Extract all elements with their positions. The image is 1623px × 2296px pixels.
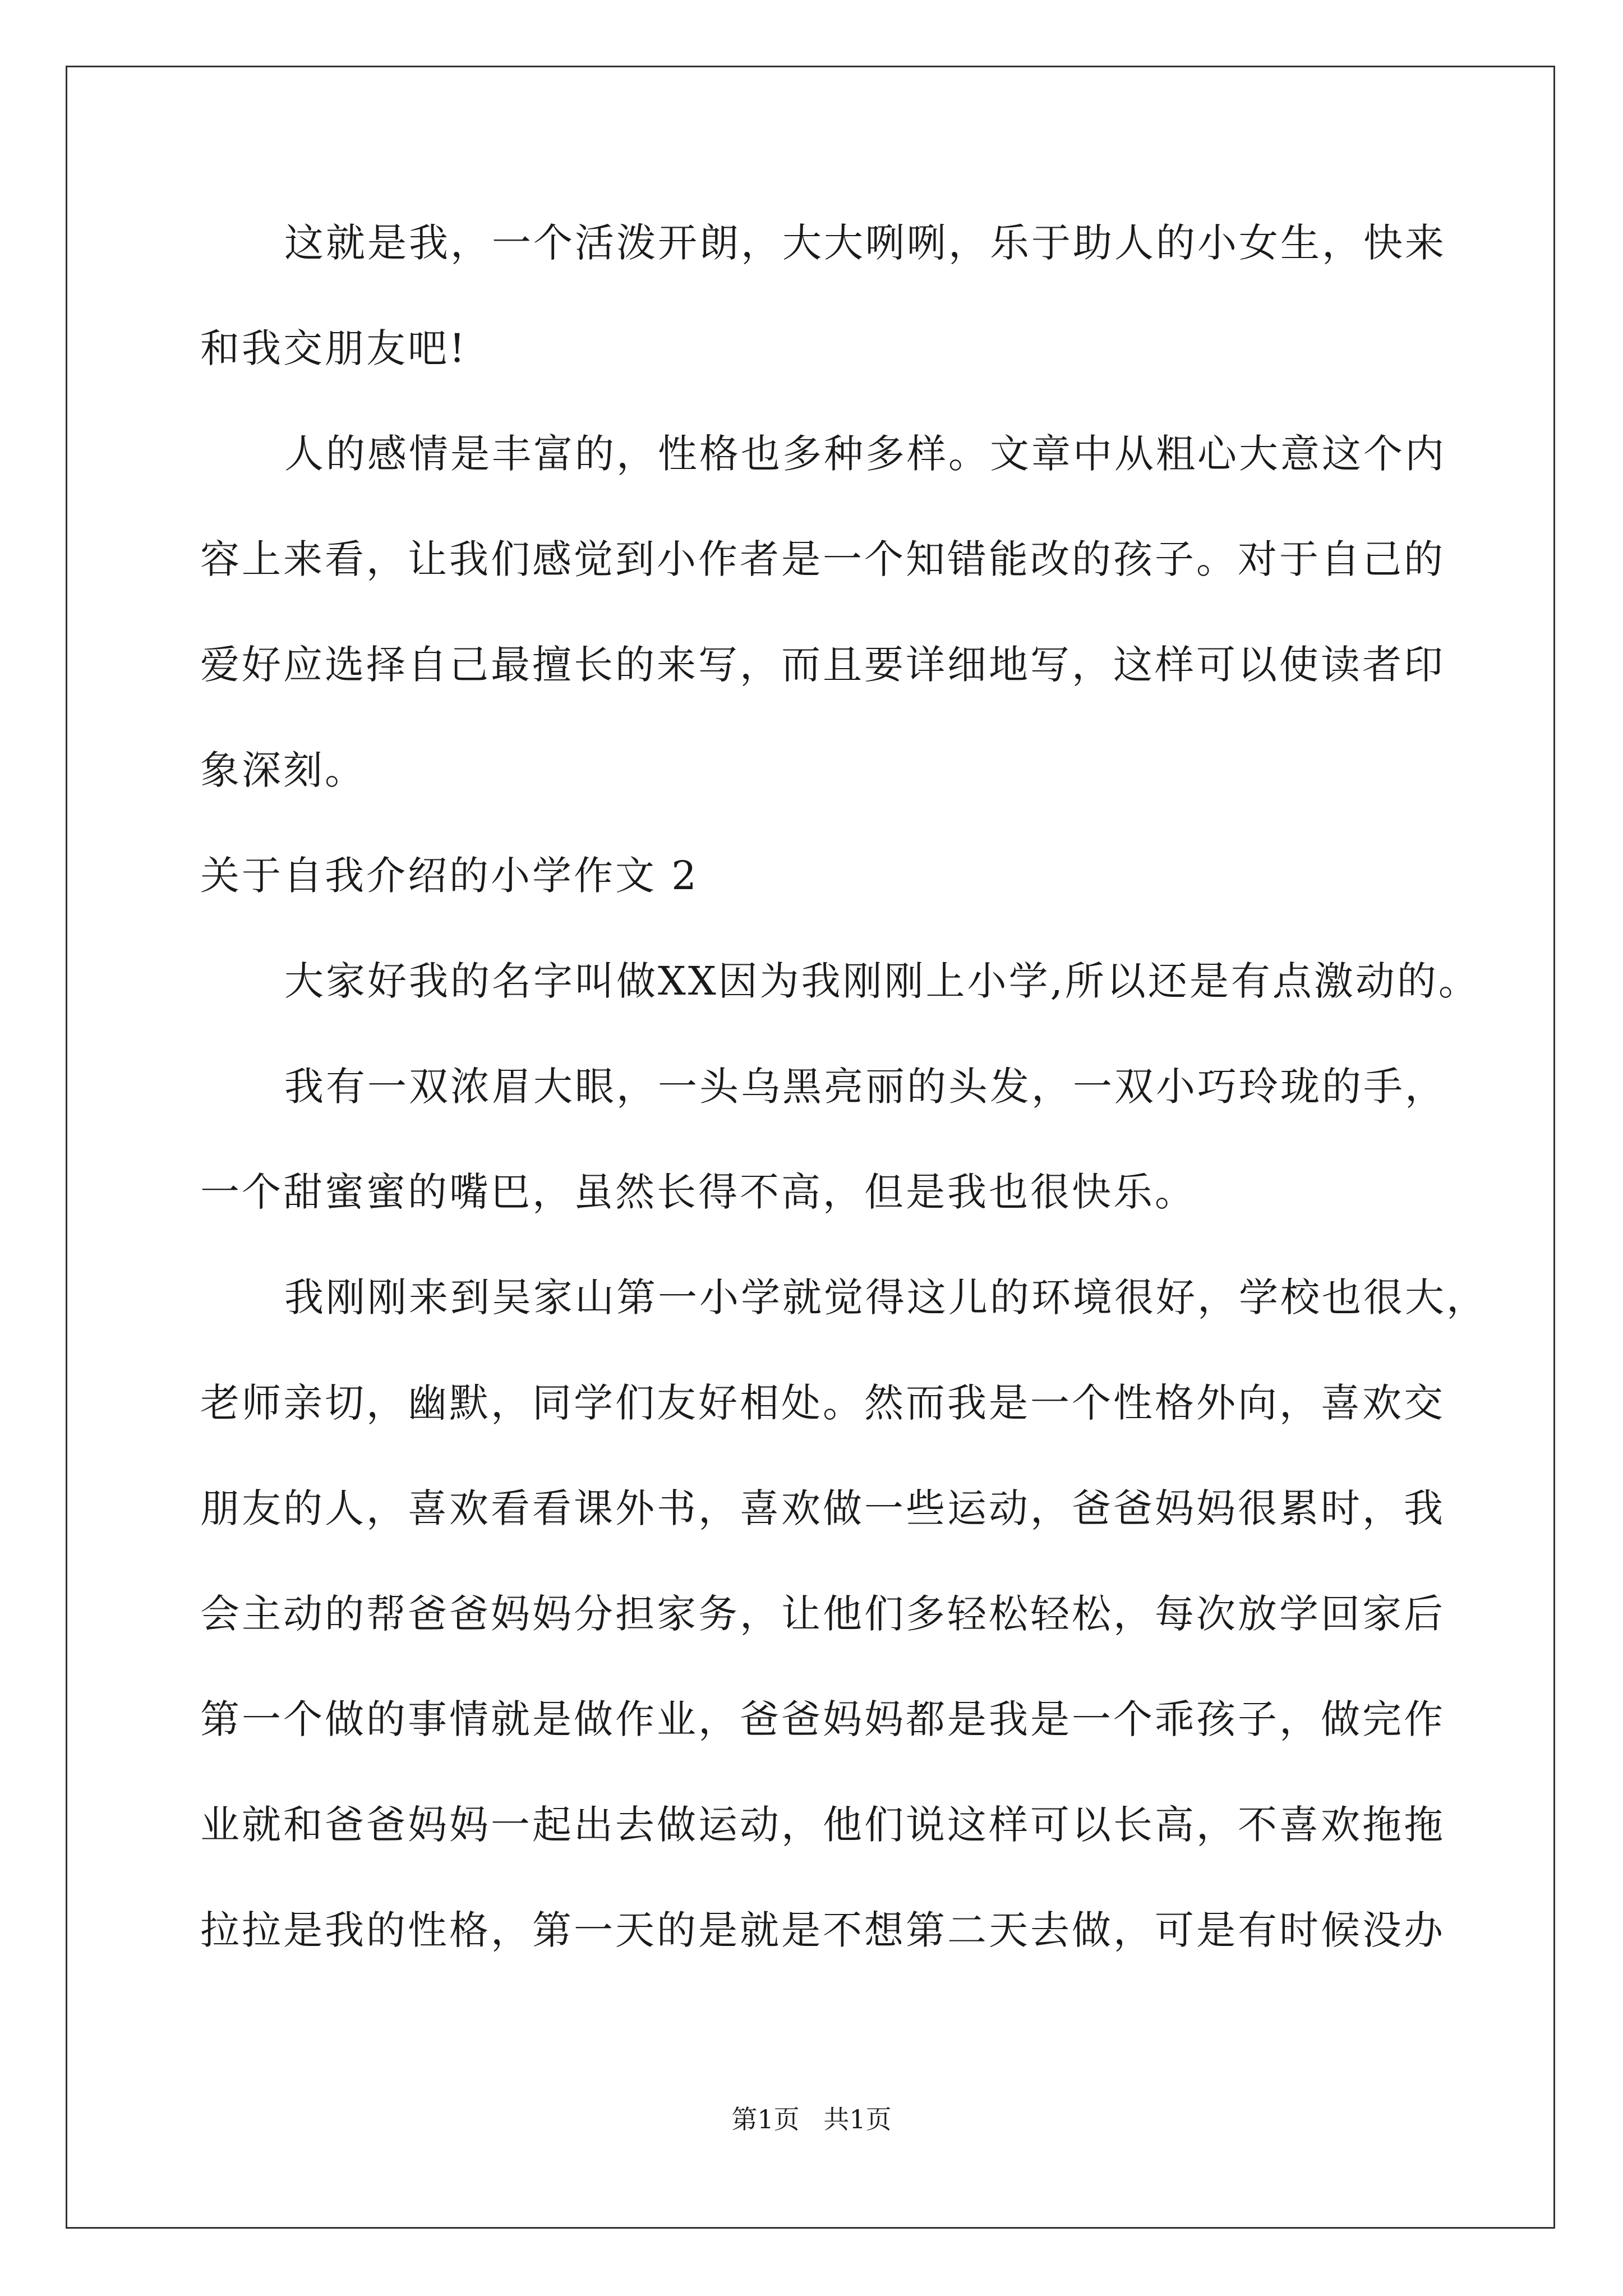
paragraph-line: 人的感情是丰富的，性格也多种多样。文章中从粗心大意这个内 — [284, 431, 1446, 477]
paragraph-line: 会主动的帮爸爸妈妈分担家务，让他们多轻松轻松，每次放学回家后 — [200, 1591, 1445, 1637]
paragraph-line: 朋友的人，喜欢看看课外书，喜欢做一些运动，爸爸妈妈很累时，我 — [200, 1485, 1445, 1531]
page-number: 第1页 — [731, 2104, 800, 2134]
paragraph-line: 拉拉是我的性格，第一天的是就是不想第二天去做，可是有时候没办 — [200, 1907, 1445, 1953]
paragraph-line: 一个甜蜜蜜的嘴巴，虽然长得不高，但是我也很快乐。 — [200, 1169, 1196, 1215]
document-body — [200, 218, 1488, 2010]
paragraph-line: 容上来看，让我们感觉到小作者是一个知错能改的孩子。对于自己的 — [200, 536, 1445, 582]
paragraph-line: 和我交朋友吧! — [200, 325, 468, 371]
paragraph-line: 业就和爸爸妈妈一起出去做运动，他们说这样可以长高，不喜欢拖拖 — [200, 1802, 1445, 1848]
section-heading: 关于自我介绍的小学作文 2 — [200, 853, 699, 899]
page-footer — [0, 2102, 1623, 2136]
paragraph-line: 这就是我，一个活泼开朗，大大咧咧，乐于助人的小女生，快来 — [284, 220, 1446, 266]
paragraph-line: 爱好应选择自己最擅长的来写，而且要详细地写，这样可以使读者印 — [200, 642, 1445, 688]
paragraph-line: 老师亲切，幽默，同学们友好相处。然而我是一个性格外向，喜欢交 — [200, 1380, 1445, 1426]
paragraph-line: 第一个做的事情就是做作业，爸爸妈妈都是我是一个乖孩子，做完作 — [200, 1696, 1445, 1742]
paragraph-line: 大家好我的名字叫做XX因为我刚刚上小学,所以还是有点激动的。 — [284, 958, 1480, 1004]
paragraph-line: 我刚刚来到吴家山第一小学就觉得这儿的环境很好，学校也很大， — [284, 1274, 1488, 1320]
page-total: 共1页 — [823, 2104, 892, 2134]
paragraph-line: 象深刻。 — [200, 747, 366, 793]
paragraph-line: 我有一双浓眉大眼，一头乌黑亮丽的头发，一双小巧玲珑的手， — [284, 1064, 1446, 1110]
